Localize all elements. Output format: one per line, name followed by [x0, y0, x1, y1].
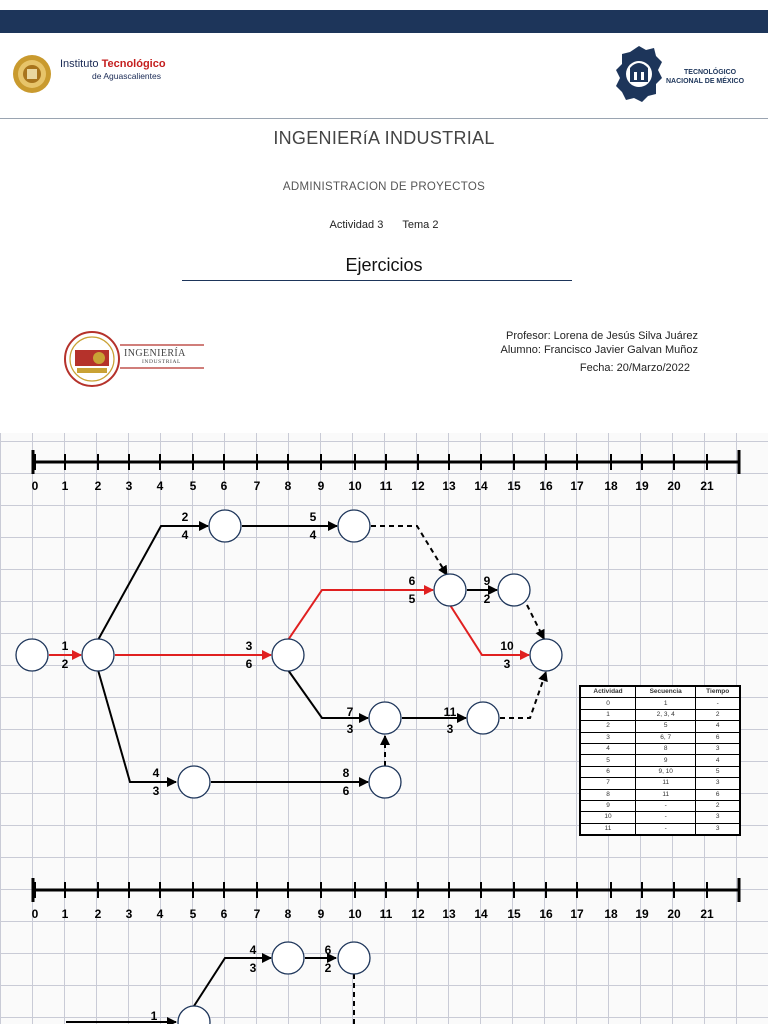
timeline-tick-label: 0	[31, 907, 39, 921]
edge-10	[450, 605, 529, 655]
timeline-tick-label: 13	[442, 907, 456, 921]
timeline-tick-label: 0	[31, 479, 39, 493]
activity-duration: 3	[152, 784, 160, 798]
event-node	[338, 942, 370, 974]
timeline-tick-label: 4	[156, 479, 164, 493]
table-row	[581, 755, 740, 766]
column-header: Tiempo	[696, 687, 740, 698]
institute-sub: de Aguascalientes	[92, 71, 161, 81]
event-node	[178, 766, 210, 798]
timeline-tick-label: 7	[253, 479, 261, 493]
event-node	[209, 510, 241, 542]
table-cell: -	[636, 812, 696, 823]
activity-number: 10	[500, 639, 514, 653]
table-row	[581, 732, 740, 743]
timeline-tick-label: 17	[570, 479, 584, 493]
timeline-tick-label: 18	[604, 479, 618, 493]
column-header: Actividad	[581, 687, 636, 698]
table-cell: 4	[581, 743, 636, 754]
activity-label: Actividad 3	[329, 219, 384, 231]
table-cell: 8	[636, 743, 696, 754]
activity-number: 6	[324, 943, 332, 957]
timeline-tick-label: 21	[700, 479, 714, 493]
event-node	[369, 766, 401, 798]
table-cell: 5	[636, 721, 696, 732]
table-cell: -	[636, 800, 696, 811]
table-cell: 9, 10	[636, 766, 696, 777]
activity-duration: 3	[446, 722, 454, 736]
timeline-tick-label: 6	[220, 907, 228, 921]
table-cell: 9	[636, 755, 696, 766]
activity-duration: 2	[483, 592, 491, 606]
timeline-tick-label: 9	[317, 479, 325, 493]
activity-number: 11	[443, 705, 457, 719]
timeline-tick-label: 20	[667, 907, 681, 921]
event-node	[369, 702, 401, 734]
fecha-line: Fecha: 20/Marzo/2022	[579, 362, 690, 374]
table-cell: 0	[581, 698, 636, 709]
activity-number: 8	[342, 766, 350, 780]
timeline-tick-label: 2	[94, 479, 102, 493]
institute-highlight: Tecnológico	[101, 58, 166, 70]
event-node	[467, 702, 499, 734]
table-row	[581, 789, 740, 800]
edge-2	[98, 526, 208, 640]
edge-4	[98, 670, 176, 782]
edge-7	[288, 670, 368, 718]
timeline-tick-label: 8	[284, 479, 292, 493]
activity-duration: 6	[245, 657, 253, 671]
activity-number: 4	[249, 943, 257, 957]
edge-2-4	[194, 958, 271, 1006]
profesor-line: Profesor: Lorena de Jesús Silva Juárez	[506, 330, 698, 342]
event-node	[498, 574, 530, 606]
column-header: Secuencia	[636, 687, 696, 698]
table-cell: 1	[636, 698, 696, 709]
table-cell: 3	[581, 732, 636, 743]
timeline-tick-label: 8	[284, 907, 292, 921]
table-cell: 3	[696, 778, 740, 789]
table-cell: 2	[696, 800, 740, 811]
career-title: INGENIERíA INDUSTRIAL	[273, 128, 495, 148]
event-node	[82, 639, 114, 671]
timeline-1	[32, 450, 739, 493]
timeline-tick-label: 14	[474, 479, 488, 493]
table-row	[581, 800, 740, 811]
timeline-tick-label: 3	[125, 907, 133, 921]
timeline-tick-label: 21	[700, 907, 714, 921]
event-node	[434, 574, 466, 606]
table-cell: 5	[696, 766, 740, 777]
event-node	[16, 639, 48, 671]
event-node	[530, 639, 562, 671]
activity-number: 5	[309, 510, 317, 524]
timeline-tick-label: 15	[507, 907, 521, 921]
activity-duration: 6	[342, 784, 350, 798]
logo-line2: INDUSTRIAL	[142, 359, 181, 365]
table-cell: 6	[581, 766, 636, 777]
table-row	[581, 766, 740, 777]
timeline-tick-label: 14	[474, 907, 488, 921]
table-cell: 3	[696, 812, 740, 823]
timeline-tick-label: 19	[635, 479, 649, 493]
table-cell: 2	[696, 709, 740, 720]
timeline-tick-label: 19	[635, 907, 649, 921]
timeline-tick-label: 12	[411, 907, 425, 921]
timeline-tick-label: 12	[411, 479, 425, 493]
event-node	[272, 639, 304, 671]
table-cell: 1	[581, 709, 636, 720]
table-cell: 8	[581, 789, 636, 800]
table-row	[581, 778, 740, 789]
table-cell: 4	[696, 755, 740, 766]
timeline-tick-label: 10	[348, 907, 362, 921]
table-cell: 10	[581, 812, 636, 823]
table-cell: 11	[636, 789, 696, 800]
event-node	[178, 1006, 210, 1024]
table-cell: 6, 7	[636, 732, 696, 743]
activity-number: 6	[408, 574, 416, 588]
activity-duration: 2	[61, 657, 69, 671]
timeline-tick-label: 15	[507, 479, 521, 493]
table-row	[581, 823, 740, 834]
section-title: Ejercicios	[345, 255, 423, 275]
timeline-tick-label: 17	[570, 907, 584, 921]
activity-duration: 3	[346, 722, 354, 736]
event-node	[272, 942, 304, 974]
table-row	[581, 709, 740, 720]
table-cell: -	[696, 698, 740, 709]
timeline-tick-label: 11	[379, 907, 393, 921]
activity-duration: 3	[503, 657, 511, 671]
table-cell: -	[636, 823, 696, 834]
activity-duration: 4	[309, 528, 317, 542]
table-cell: 6	[696, 789, 740, 800]
timeline-tick-label: 6	[220, 479, 228, 493]
table-cell: 6	[696, 732, 740, 743]
activity-number: 1	[150, 1009, 158, 1023]
timeline-tick-label: 18	[604, 907, 618, 921]
activity-number: 4	[152, 766, 160, 780]
table-cell: 3	[696, 823, 740, 834]
timeline-tick-label: 11	[379, 479, 393, 493]
institute-prefix: Instituto	[60, 58, 99, 70]
table-cell: 2	[581, 721, 636, 732]
timeline-tick-label: 16	[539, 479, 553, 493]
activity-duration: 3	[249, 961, 257, 975]
table-row	[581, 743, 740, 754]
table-header-row	[581, 687, 740, 698]
logo-line1: INGENIERÍA	[124, 348, 186, 359]
timeline-tick-label: 9	[317, 907, 325, 921]
timeline-tick-label: 16	[539, 907, 553, 921]
activity-table	[579, 685, 741, 836]
timeline-tick-label: 20	[667, 479, 681, 493]
table-cell: 7	[581, 778, 636, 789]
activity-duration: 5	[408, 592, 416, 606]
activity-number: 7	[346, 705, 354, 719]
activity-number: 1	[61, 639, 69, 653]
table-row	[581, 721, 740, 732]
table-row	[581, 698, 740, 709]
tnm-line2: NACIONAL DE MÉXICO	[666, 78, 745, 85]
subject-title: ADMINISTRACION DE PROYECTOS	[282, 181, 486, 193]
dummy-edge-6-7	[527, 605, 544, 639]
timeline-tick-label: 2	[94, 907, 102, 921]
table-cell: 11	[581, 823, 636, 834]
timeline-tick-label: 1	[61, 479, 69, 493]
activity-duration: 2	[324, 961, 332, 975]
alumno-line: Alumno: Francisco Javier Galvan Muñoz	[500, 344, 698, 356]
timeline-tick-label: 3	[125, 479, 133, 493]
activity-number: 3	[245, 639, 253, 653]
activity-duration: 4	[181, 528, 189, 542]
timeline-tick-label: 5	[189, 907, 197, 921]
table-cell: 3	[696, 743, 740, 754]
timeline-tick-label: 5	[189, 479, 197, 493]
topic-label: Tema 2	[402, 219, 439, 231]
timeline-tick-label: 10	[348, 479, 362, 493]
table-cell: 4	[696, 721, 740, 732]
table-cell: 5	[581, 755, 636, 766]
table-row	[581, 812, 740, 823]
activity-number: 9	[483, 574, 491, 588]
timeline-tick-label: 4	[156, 907, 164, 921]
table-cell: 2, 3, 4	[636, 709, 696, 720]
table-cell: 11	[636, 778, 696, 789]
event-node	[338, 510, 370, 542]
dummy-edge-9-7	[500, 672, 546, 718]
timeline-tick-label: 7	[253, 907, 261, 921]
timeline-tick-label: 13	[442, 479, 456, 493]
dummy-edge-3-5	[371, 526, 447, 575]
table-cell: 9	[581, 800, 636, 811]
activity-number: 2	[181, 510, 189, 524]
timeline-tick-label: 1	[61, 907, 69, 921]
tnm-line1: TECNOLÓGICO	[684, 69, 737, 76]
timeline-2	[32, 878, 739, 921]
